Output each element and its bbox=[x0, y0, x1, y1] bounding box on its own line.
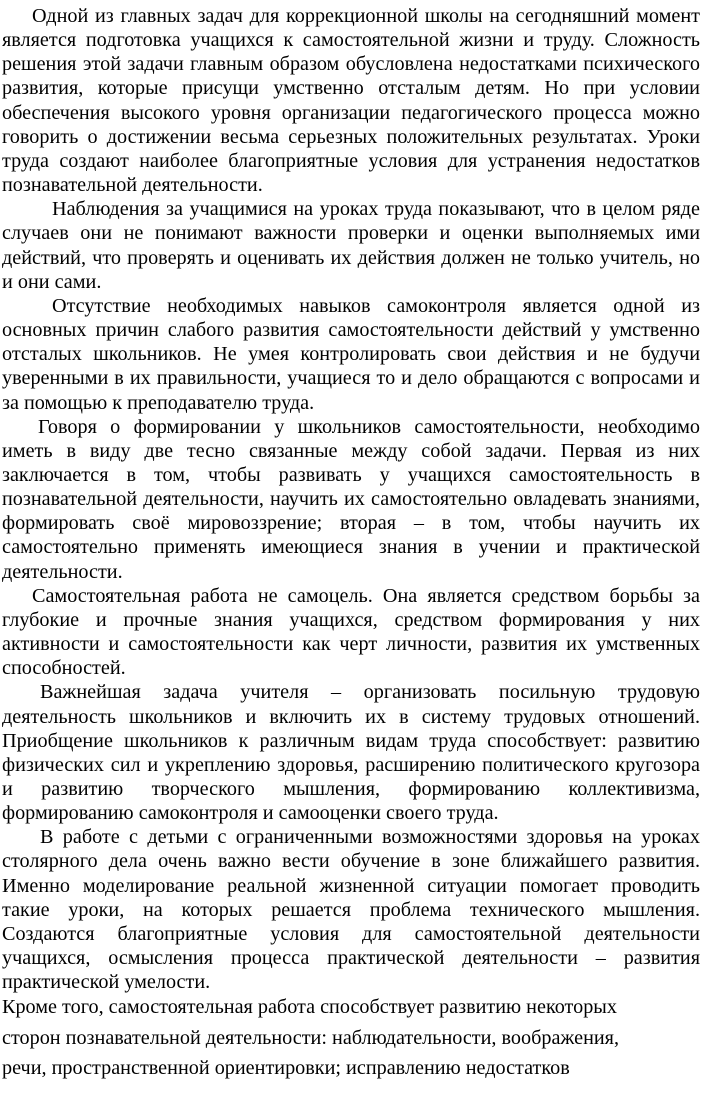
paragraph-6: Важнейшая задача учителя – организовать посильную трудовую деятельность школьников и включить их в систему трудовых отношений. Приобщение школьников к различным видам труда способствует: развитию физических сил и укреплению здоровья, расширению политического кругозора и развитию творческого мышления, формированию коллективизма, формированию самоконтроля и самооценки своего труда. bbox=[2, 681, 700, 825]
paragraph-4: Говоря о формировании у школьников самостоятельности, необходимо иметь в виду две тесно связанные между собой задачи. Первая из них заключается в том, чтобы развивать у учащихся самостоятельность в познавательной деятельности, научить их самостоятельно овладевать знаниями, формировать своё мировоззрение; вторая – в том, чтобы научить их самостоятельно применять имеющиеся знания в учении и практической деятельности. bbox=[2, 415, 700, 583]
paragraph-7: В работе с детьми с ограниченными возможностями здоровья на уроках столярного дела очень важно вести обучение в зоне ближайшего развития. Именно моделирование реальной жизненной ситуации помогает проводить такие уроки, на которых решается проблема технического мышления. Создаются благоприятные условия для самостоятельной деятельности учащихся, осмысления процесса практической деятельности – развития практической умелости. bbox=[2, 826, 700, 994]
paragraph-3: Отсутствие необходимых навыков самоконтроля является одной из основных причин слабого развития самостоятельности действий у умственно отсталых школьников. Не умея контролировать свои действия и не будучи уверенными в их правильности, учащиеся то и дело обращаются с вопросами и за помощью к преподавателю труда. bbox=[2, 294, 700, 414]
paragraph-2: Наблюдения за учащимися на уроках труда показывают, что в целом ряде случаев они не понимают важности проверки и оценки выполняемых ими действий, что проверять и оценивать их действия должен не только учитель, но и они сами. bbox=[2, 198, 700, 293]
trailing-paragraph bbox=[2, 992, 700, 1084]
trailing-line-1: Кроме того, самостоятельная работа способствует развитию некоторых bbox=[2, 996, 617, 1018]
paragraph-5: Самостоятельная работа не самоцель. Она является средством борьбы за глубокие и прочные знания учащихся, средством формирования у них активности и самостоятельности как черт личности, развития их умственных способностей. bbox=[2, 584, 700, 680]
paragraph-1: Одной из главных задач для коррекционной школы на сегодняшний момент является подготовка учащихся к самостоятельной жизни и труду. Сложность решения этой задачи главным образом обусловлена недостатками психического развития, которые присущи умственно отсталым детям. Но при условии обеспечения высокого уровня организации педагогического процесса можно говорить о достижении весьма серьезных положительных результатах. Уроки труда создают наиболее благоприятные условия для устранения недостатков познавательной деятельности. bbox=[2, 5, 700, 197]
document-body bbox=[2, 4, 700, 994]
trailing-line-2: сторон познавательной деятельности: наблюдательности, воображения, bbox=[2, 1026, 620, 1049]
trailing-line-3: речи, пространственной ориентировки; исправлению недостатков bbox=[2, 1057, 570, 1079]
